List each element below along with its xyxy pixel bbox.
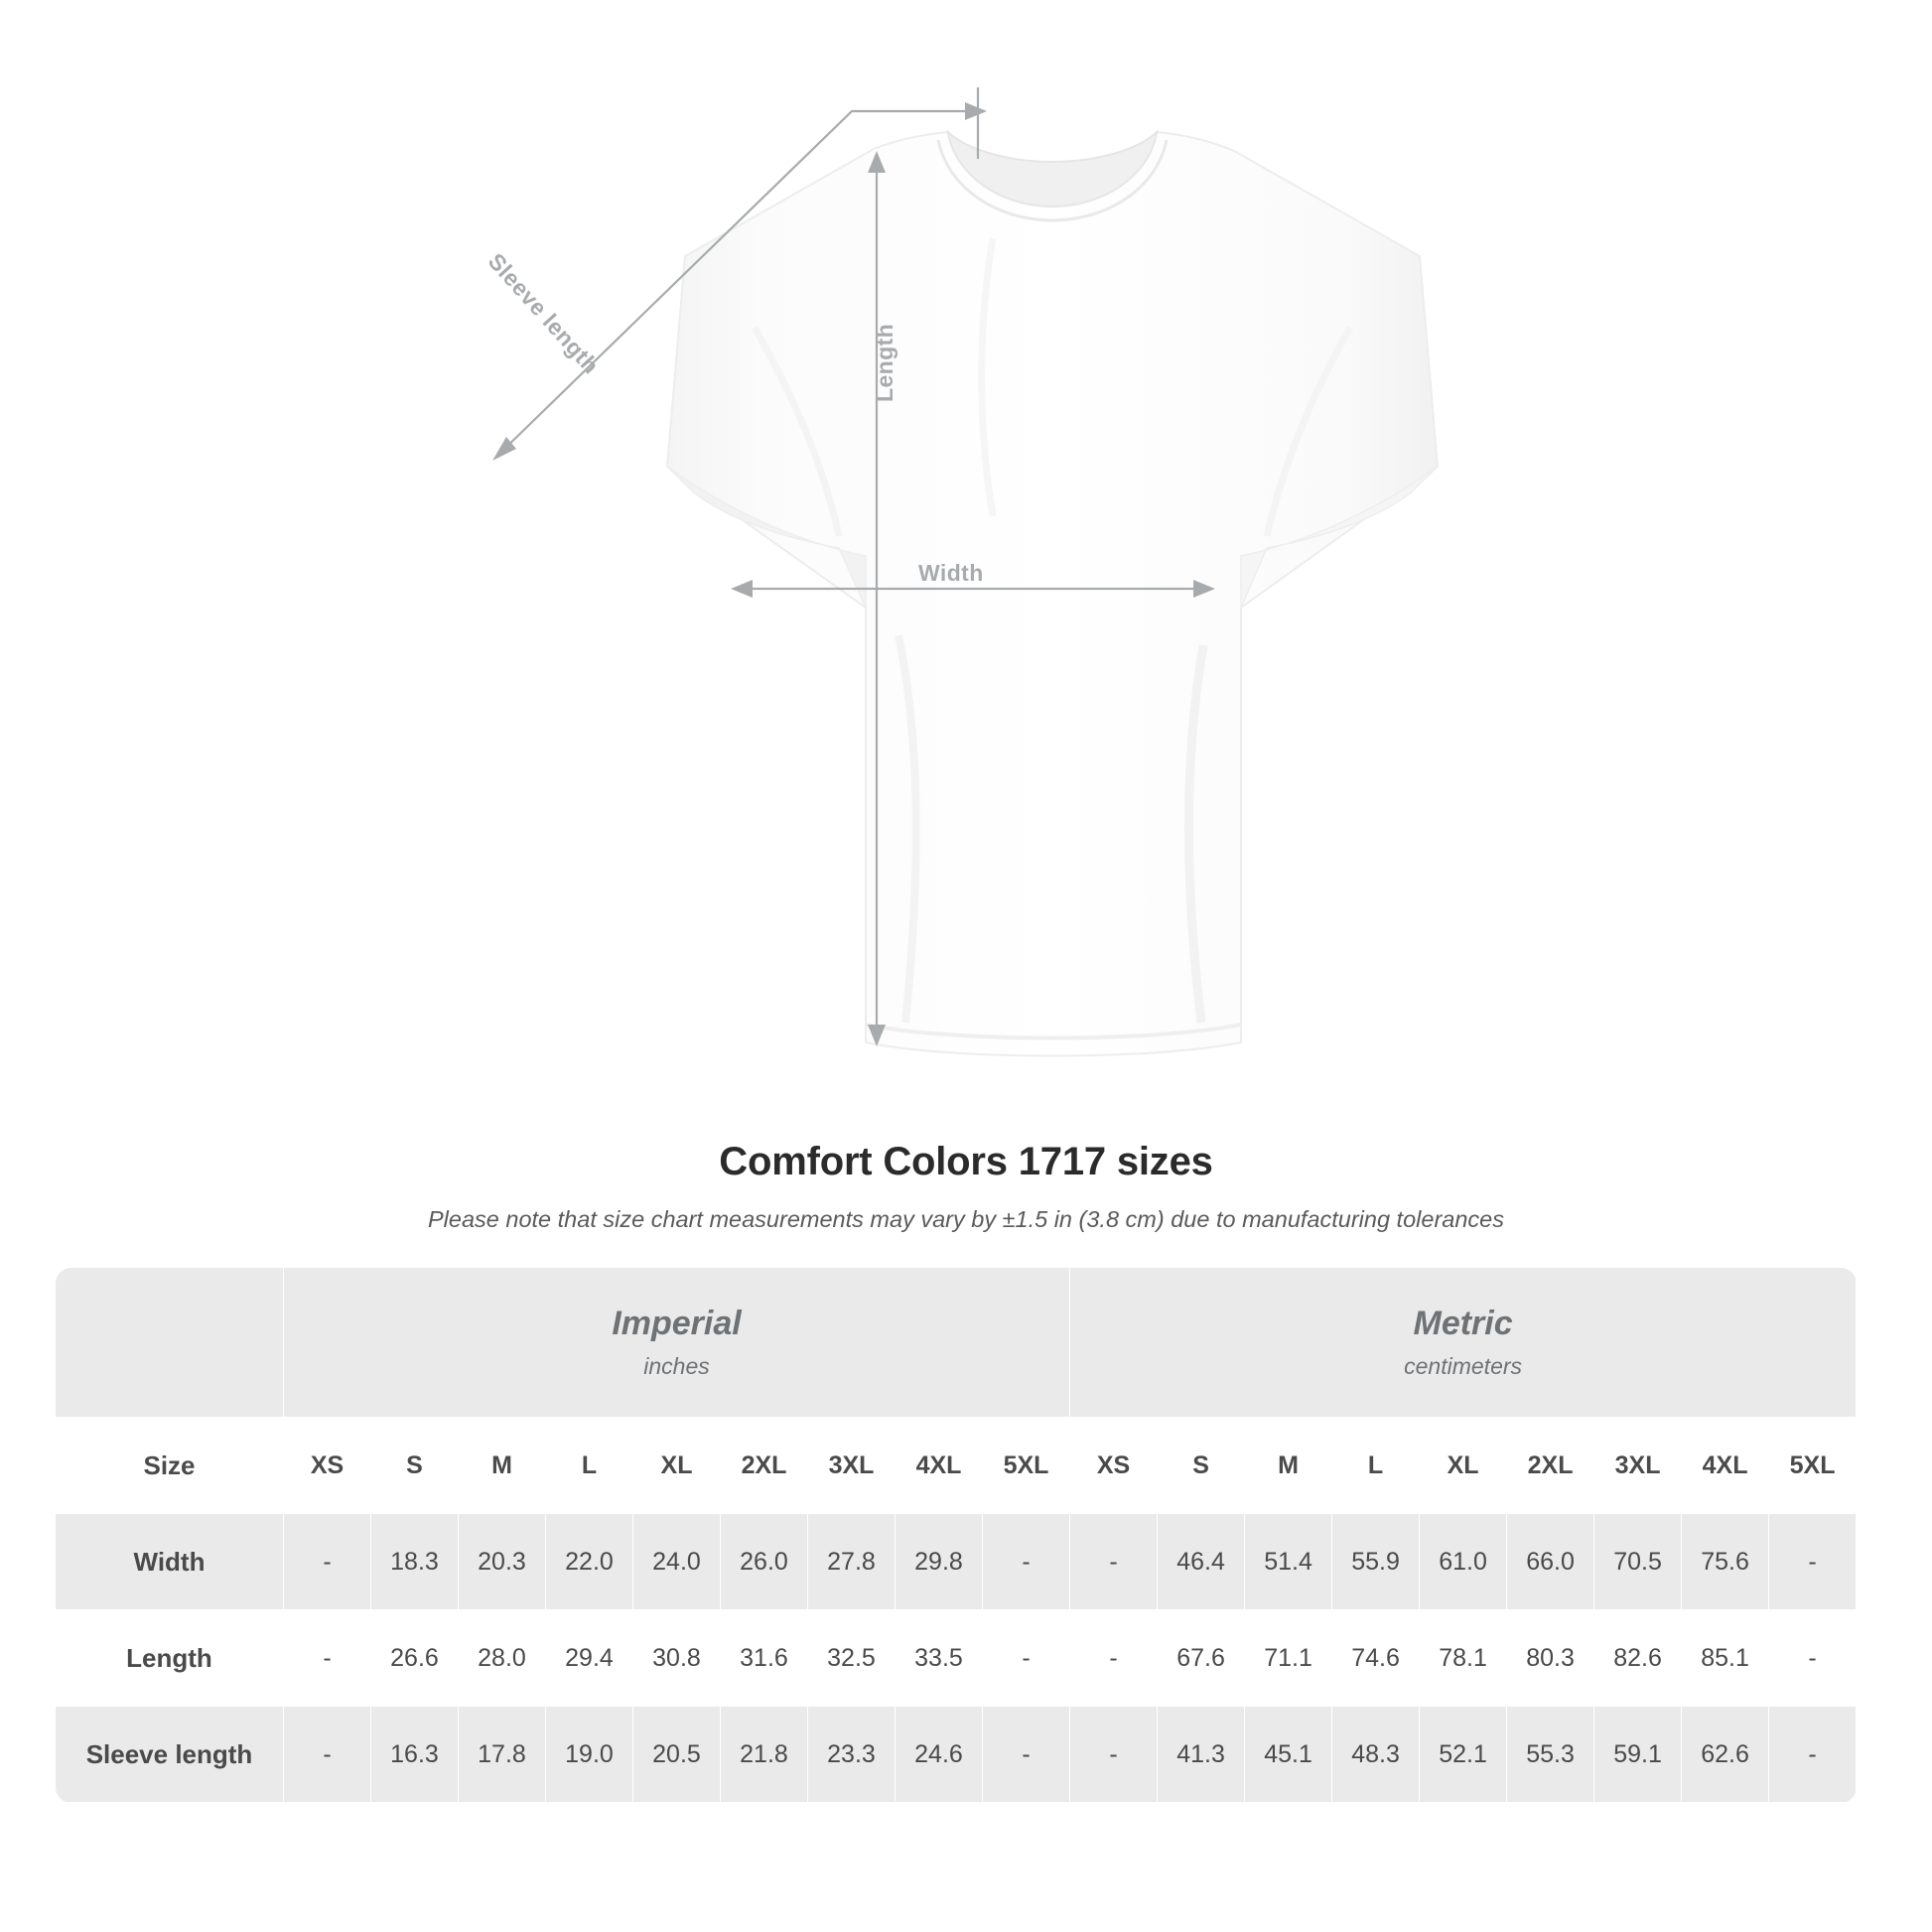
cell-length-metric-2xl: 80.3 — [1507, 1610, 1594, 1707]
cell-length-metric-s: 67.6 — [1158, 1610, 1245, 1707]
page-title: Comfort Colors 1717 sizes — [719, 1140, 1213, 1183]
table-row — [56, 1610, 1932, 1707]
cell-length-metric-5xl: - — [1769, 1610, 1857, 1707]
size-header-metric-2xl: 2XL — [1507, 1418, 1594, 1514]
cell-sleeve-imperial-xs: - — [284, 1707, 371, 1803]
cell-length-metric-m: 71.1 — [1245, 1610, 1332, 1707]
size-header-imperial-5xl: 5XL — [983, 1418, 1070, 1514]
cell-width-imperial-l: 22.0 — [546, 1514, 633, 1610]
cell-length-imperial-4xl: 33.5 — [896, 1610, 983, 1707]
unit-group-imperial-sub: inches — [643, 1353, 710, 1379]
size-header-imperial-s: S — [371, 1418, 459, 1514]
cell-sleeve-imperial-m: 17.8 — [459, 1707, 546, 1803]
cell-length-metric-3xl: 82.6 — [1594, 1610, 1682, 1707]
cell-width-imperial-xs: - — [284, 1514, 371, 1610]
cell-width-imperial-3xl: 27.8 — [808, 1514, 896, 1610]
size-header-metric-s: S — [1158, 1418, 1245, 1514]
cell-width-metric-xs: - — [1070, 1514, 1158, 1610]
cell-length-imperial-s: 26.6 — [371, 1610, 459, 1707]
cell-width-metric-s: 46.4 — [1158, 1514, 1245, 1610]
size-header-imperial-3xl: 3XL — [808, 1418, 896, 1514]
unit-group-metric — [1070, 1268, 1857, 1418]
cell-width-metric-2xl: 66.0 — [1507, 1514, 1594, 1610]
size-header-imperial-xs: XS — [284, 1418, 371, 1514]
size-header-label: Size — [56, 1418, 284, 1514]
cell-width-metric-3xl: 70.5 — [1594, 1514, 1682, 1610]
row-label-length: Length — [56, 1610, 284, 1707]
size-header-metric-4xl: 4XL — [1682, 1418, 1769, 1514]
shirt-body — [667, 132, 1438, 1056]
cell-sleeve-metric-l: 48.3 — [1332, 1707, 1420, 1803]
cell-length-metric-4xl: 85.1 — [1682, 1610, 1769, 1707]
cell-sleeve-imperial-4xl: 24.6 — [896, 1707, 983, 1803]
table-row — [56, 1707, 1932, 1803]
cell-width-imperial-2xl: 26.0 — [721, 1514, 808, 1610]
size-header-metric-m: M — [1245, 1418, 1332, 1514]
cell-width-metric-l: 55.9 — [1332, 1514, 1420, 1610]
cell-sleeve-imperial-2xl: 21.8 — [721, 1707, 808, 1803]
size-header-imperial-2xl: 2XL — [721, 1418, 808, 1514]
title-block — [0, 1140, 1932, 1233]
cell-length-imperial-m: 28.0 — [459, 1610, 546, 1707]
size-table — [55, 1267, 1932, 1803]
size-header-metric-l: L — [1332, 1418, 1420, 1514]
label-length: Length — [872, 323, 897, 402]
size-header-imperial-4xl: 4XL — [896, 1418, 983, 1514]
cell-width-imperial-4xl: 29.8 — [896, 1514, 983, 1610]
unit-group-metric-name: Metric — [1413, 1305, 1513, 1342]
cell-sleeve-metric-xl: 52.1 — [1420, 1707, 1507, 1803]
cell-width-imperial-m: 20.3 — [459, 1514, 546, 1610]
cell-width-imperial-xl: 24.0 — [633, 1514, 721, 1610]
cell-sleeve-metric-5xl: - — [1769, 1707, 1857, 1803]
cell-width-imperial-s: 18.3 — [371, 1514, 459, 1610]
cell-sleeve-imperial-5xl: - — [983, 1707, 1070, 1803]
size-header-metric-xs: XS — [1070, 1418, 1158, 1514]
size-header-imperial-m: M — [459, 1418, 546, 1514]
unit-header-row — [56, 1268, 1932, 1418]
cell-length-imperial-xs: - — [284, 1610, 371, 1707]
arrow-sleeve-top — [965, 102, 987, 120]
tolerance-note: Please note that size chart measurements may vary by ±1.5 in (3.8 cm) due to manufacturing tolerances — [428, 1206, 1504, 1232]
cell-sleeve-metric-3xl: 59.1 — [1594, 1707, 1682, 1803]
arrow-width-left — [731, 580, 753, 598]
label-width: Width — [918, 560, 984, 586]
size-header-row — [56, 1418, 1932, 1514]
cell-width-metric-xl: 61.0 — [1420, 1514, 1507, 1610]
unit-group-imperial — [284, 1268, 1070, 1418]
cell-sleeve-metric-2xl: 55.3 — [1507, 1707, 1594, 1803]
cell-width-metric-m: 51.4 — [1245, 1514, 1332, 1610]
cell-sleeve-metric-s: 41.3 — [1158, 1707, 1245, 1803]
cell-length-metric-xl: 78.1 — [1420, 1610, 1507, 1707]
size-table-wrap — [55, 1267, 1877, 1803]
cell-width-metric-4xl: 75.6 — [1682, 1514, 1769, 1610]
cell-sleeve-imperial-xl: 20.5 — [633, 1707, 721, 1803]
unit-group-metric-sub: centimeters — [1404, 1353, 1523, 1379]
label-sleeve-length: Sleeve length — [483, 248, 605, 379]
cell-sleeve-imperial-3xl: 23.3 — [808, 1707, 896, 1803]
size-header-metric-3xl: 3XL — [1594, 1418, 1682, 1514]
cell-length-imperial-xl: 30.8 — [633, 1610, 721, 1707]
cell-length-metric-l: 74.6 — [1332, 1610, 1420, 1707]
table-row — [56, 1514, 1932, 1610]
size-header-imperial-xl: XL — [633, 1418, 721, 1514]
cell-length-metric-xs: - — [1070, 1610, 1158, 1707]
size-header-imperial-l: L — [546, 1418, 633, 1514]
cell-length-imperial-l: 29.4 — [546, 1610, 633, 1707]
row-label-width: Width — [56, 1514, 284, 1610]
cell-length-imperial-3xl: 32.5 — [808, 1610, 896, 1707]
unit-header-spacer — [56, 1268, 284, 1418]
size-header-metric-5xl: 5XL — [1769, 1418, 1857, 1514]
cell-length-imperial-2xl: 31.6 — [721, 1610, 808, 1707]
cell-sleeve-imperial-s: 16.3 — [371, 1707, 459, 1803]
cell-sleeve-metric-4xl: 62.6 — [1682, 1707, 1769, 1803]
cell-sleeve-imperial-l: 19.0 — [546, 1707, 633, 1803]
size-header-metric-xl: XL — [1420, 1418, 1507, 1514]
row-label-sleeve-length: Sleeve length — [56, 1707, 284, 1803]
cell-sleeve-metric-m: 45.1 — [1245, 1707, 1332, 1803]
cell-width-metric-5xl: - — [1769, 1514, 1857, 1610]
cell-length-imperial-5xl: - — [983, 1610, 1070, 1707]
cell-sleeve-metric-xs: - — [1070, 1707, 1158, 1803]
cell-width-imperial-5xl: - — [983, 1514, 1070, 1610]
unit-group-imperial-name: Imperial — [612, 1305, 742, 1342]
